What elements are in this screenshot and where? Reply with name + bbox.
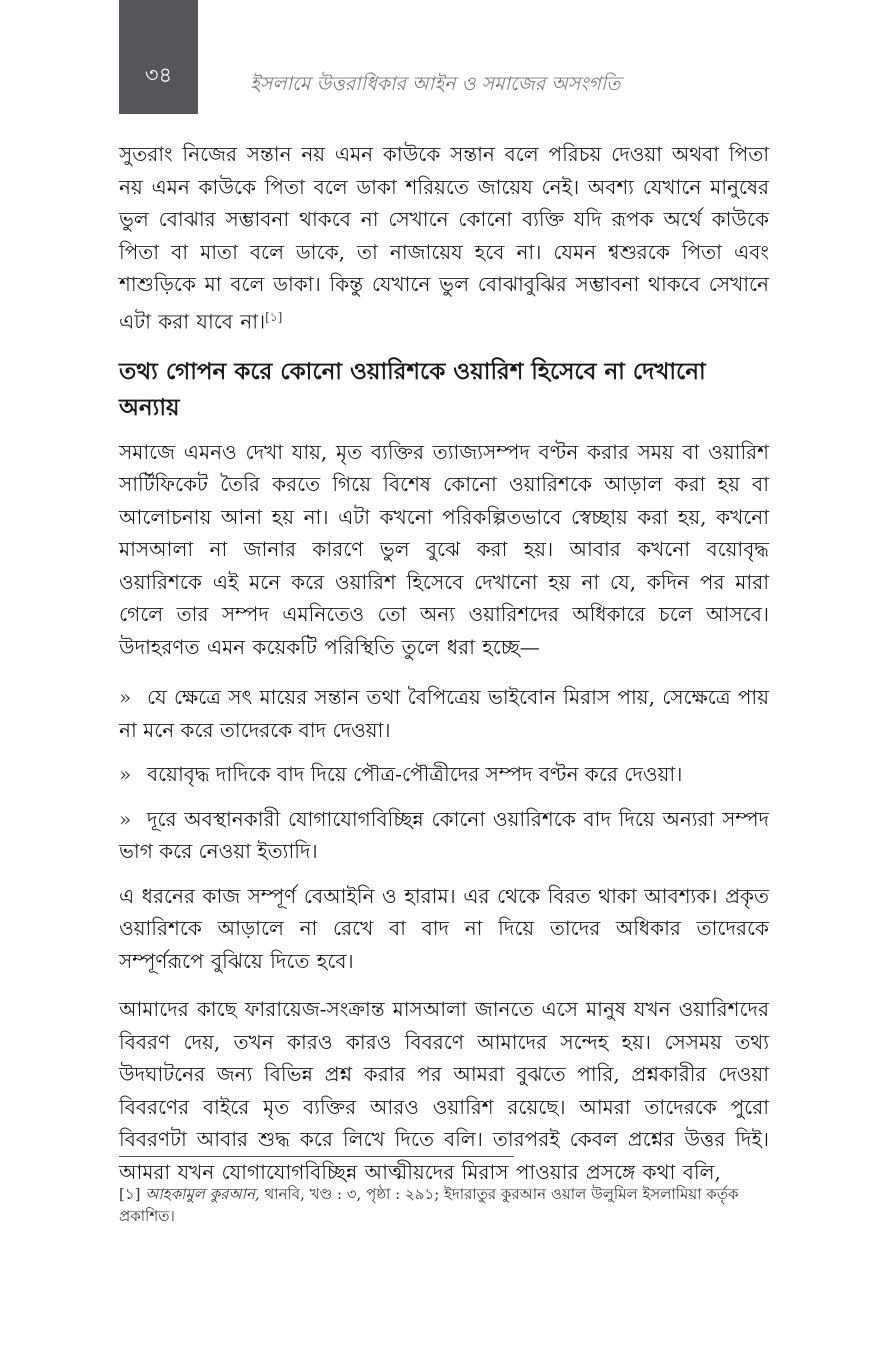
section-heading: তথ্য গোপন করে কোনো ওয়ারিশকে ওয়ারিশ হিসেবে না দেখানো অন্যায় bbox=[119, 357, 706, 421]
bullet-item-2 bbox=[119, 758, 769, 791]
bullet-marker: » bbox=[119, 685, 132, 710]
page-number-tab bbox=[119, 0, 198, 114]
paragraph-2: সমাজে এমনও দেখা যায়, মৃত ব্যক্তির ত্যাজ্যসম্পদ বণ্টন করার সময় বা ওয়ারিশ সার্টিফিকেট তৈরি করতে গিয়ে বিশেষ কোনো ওয়ারিশকে আড়াল করা হয় বা আলোচনায় আনা হয় না। এটা কখনো পরিকল্পিতভাবে স্বেচ্ছায় করা হয়, কখনো মাসআলা না জানার কারণে ভুল বুঝে করা হয়। আবার কখনো বয়োবৃদ্ধ ওয়ারিশকে এই মনে করে ওয়ারিশ হিসেবে দেখানো হয় না যে, কদিন পর মারা গেলে তার সম্পদ এমনিতেও তো অন্য ওয়ারিশদের অধিকারে চলে আসবে। উদাহরণত এমন কয়েকটি পরিস্থিতি তুলে ধরা হচ্ছে— bbox=[119, 439, 769, 659]
bullet-list bbox=[119, 681, 769, 868]
footnote-book-title: আহকামুল কুরআন, bbox=[145, 1185, 260, 1203]
footnote bbox=[119, 1183, 779, 1227]
bullet-item-3 bbox=[119, 803, 769, 868]
bullet-marker: » bbox=[119, 762, 132, 787]
bullet-text: যে ক্ষেত্রে সৎ মায়ের সন্তান তথা বৈপিত্রেয় ভাইবোন মিরাস পায়, সেক্ষেত্রে পায় না মনে করে তাদেরকে বাদ দেওয়া। bbox=[119, 685, 769, 742]
paragraph-1 bbox=[119, 138, 769, 338]
bullet-text: দূরে অবস্থানকারী যোগাযোগবিচ্ছিন্ন কোনো ওয়ারিশকে বাদ দিয়ে অন্যরা সম্পদ ভাগ করে নেওয়া ইত্যাদি। bbox=[119, 806, 769, 864]
paragraph-4: আমাদের কাছে ফারায়েজ-সংক্রান্ত মাসআলা জানতে এসে মানুষ যখন ওয়ারিশদের বিবরণ দেয়, তখন কারও কারও বিবরণে আমাদের সন্দেহ হয়। সেসময় তথ্য উদঘাটনের জন্য বিভিন্ন প্রশ্ন করার পর আমরা বুঝতে পারি, প্রশ্নকারীর দেওয়া বিবরণের বাইরে মৃত ব্যক্তির আরও ওয়ারিশ রয়েছে। আমরা তাদেরকে পুরো বিবরণটা আবার শুদ্ধ করে লিখে দিতে বলি। তারপরই কেবল প্রশ্নের উত্তর দিই। আমরা যখন যোগাযোগবিচ্ছিন্ন আত্মীয়দের মিরাস পাওয়ার প্রসঙ্গে কথা বলি, bbox=[119, 997, 769, 1184]
bullet-item-1 bbox=[119, 681, 769, 746]
page-content bbox=[119, 138, 769, 1204]
running-title: ইসলামে উত্তরাধিকার আইন ও সমাজের অসংগতি bbox=[250, 73, 621, 95]
footnote-text: থানবি, খণ্ড : ৩, পৃষ্ঠা : ২৯১; ইদারাতুর কুরআন ওয়াল উলুমিল ইসলামিয়া কর্তৃক প্রকাশিত। bbox=[119, 1185, 739, 1225]
bullet-text: বয়োবৃদ্ধ দাদিকে বাদ দিয়ে পৌত্র-পৌত্রীদের সম্পদ বণ্টন করে দেওয়া। bbox=[147, 762, 683, 787]
bullet-marker: » bbox=[119, 806, 132, 831]
page-number: ৩৪ bbox=[144, 63, 173, 87]
paragraph-3: এ ধরনের কাজ সম্পূর্ণ বেআইনি ও হারাম। এর থেকে বিরত থাকা আবশ্যক। প্রকৃত ওয়ারিশকে আড়ালে না রেখে বা বাদ না দিয়ে তাদের অধিকার তাদেরকে সম্পূর্ণরূপে বুঝিয়ে দিতে হবে। bbox=[119, 883, 769, 973]
footnote-reference: [১] bbox=[265, 309, 283, 324]
footnote-divider bbox=[119, 1156, 514, 1157]
paragraph-1-text: সুতরাং নিজের সন্তান নয় এমন কাউকে সন্তান বলে পরিচয় দেওয়া অথবা পিতা নয় এমন কাউকে পিতা বলে ডাকা শরিয়তে জায়েয নেই। অবশ্য যেখানে মানুষের ভুল বোঝার সম্ভাবনা থাকবে না সেখানে কোনো ব্যক্তি যদি রূপক অর্থে কাউকে পিতা বা মাতা বলে ডাকে, তা নাজায়েয হবে না। যেমন শ্বশুরকে পিতা এবং শাশুড়িকে মা বলে ডাকা। কিন্তু যেখানে ভুল বোঝাবুঝির সম্ভাবনা থাকবে সেখানে এটা করা যাবে না। bbox=[119, 142, 769, 334]
footnote-marker: [১] bbox=[119, 1185, 141, 1203]
